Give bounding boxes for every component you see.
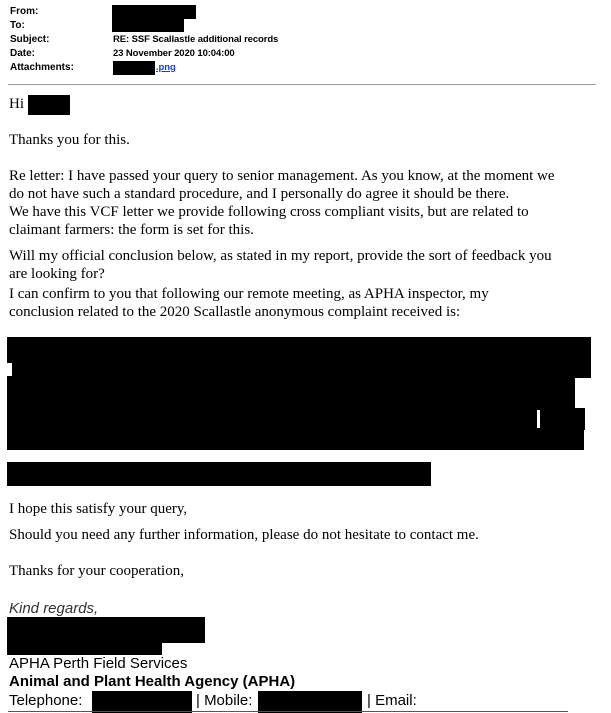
hope-line: I hope this satisfy your query, (9, 501, 188, 517)
further-info-line: Should you need any further information, please do not hesitate to contact me. (9, 527, 479, 543)
redacted-attachment-name (113, 61, 155, 75)
telephone-label: Telephone: (9, 692, 83, 709)
subject-label: Subject: (10, 34, 50, 45)
para2-line3: I can confirm to you that following our remote meeting, as APHA inspector, my (9, 286, 489, 302)
greeting: Hi (9, 96, 24, 112)
from-label: From: (10, 6, 39, 17)
redaction-bar (7, 462, 431, 486)
agency-name: Animal and Plant Health Agency (APHA) (9, 673, 296, 690)
attachments-label: Attachments: (10, 62, 74, 73)
cooperation-line: Thanks for your cooperation, (9, 563, 184, 579)
para1-line4: claimant farmers: the form is set for this. (9, 222, 254, 238)
para1-line3: We have this VCF letter we provide following cross compliant visits, but are related to (9, 204, 529, 220)
redacted-recipient-name (28, 95, 70, 115)
redacted-sender-name (7, 617, 205, 643)
para2-line1: Will my official conclusion below, as stated in my report, provide the sort of feedback you (9, 248, 552, 264)
redacted-to (112, 18, 184, 32)
para1-line2: do not have such a standard procedure, and I personally do agree it should be there. (9, 186, 510, 202)
para1-line1: Re letter: I have passed your query to senior management. As you know, at the moment we (9, 168, 555, 184)
para2-line2: are looking for? (9, 266, 105, 282)
subject-value: RE: SSF Scallastle additional records (113, 34, 279, 45)
date-label: Date: (10, 48, 36, 59)
redacted-mobile (258, 691, 362, 713)
office-name: APHA Perth Field Services (9, 655, 188, 672)
kind-regards: Kind regards, (9, 600, 99, 617)
redacted-sender-title (7, 641, 162, 655)
redaction-bar (7, 376, 575, 410)
redacted-telephone (92, 691, 192, 713)
mobile-label: | Mobile: (196, 692, 253, 709)
redaction-bar (540, 408, 585, 430)
date-value: 23 November 2020 10:04:00 (113, 48, 235, 59)
para2-line4: conclusion related to the 2020 Scallastle anonymous complaint received is: (9, 304, 461, 320)
redaction-bar (7, 406, 537, 430)
header-divider (8, 84, 596, 85)
email-label: | Email: (367, 692, 417, 709)
attachment-link[interactable]: .png (156, 62, 176, 73)
to-label: To: (10, 20, 25, 31)
signature-underline (8, 711, 568, 712)
thanks-line: Thanks you for this. (9, 132, 130, 148)
redaction-bar (7, 428, 584, 450)
redacted-from (112, 5, 196, 19)
